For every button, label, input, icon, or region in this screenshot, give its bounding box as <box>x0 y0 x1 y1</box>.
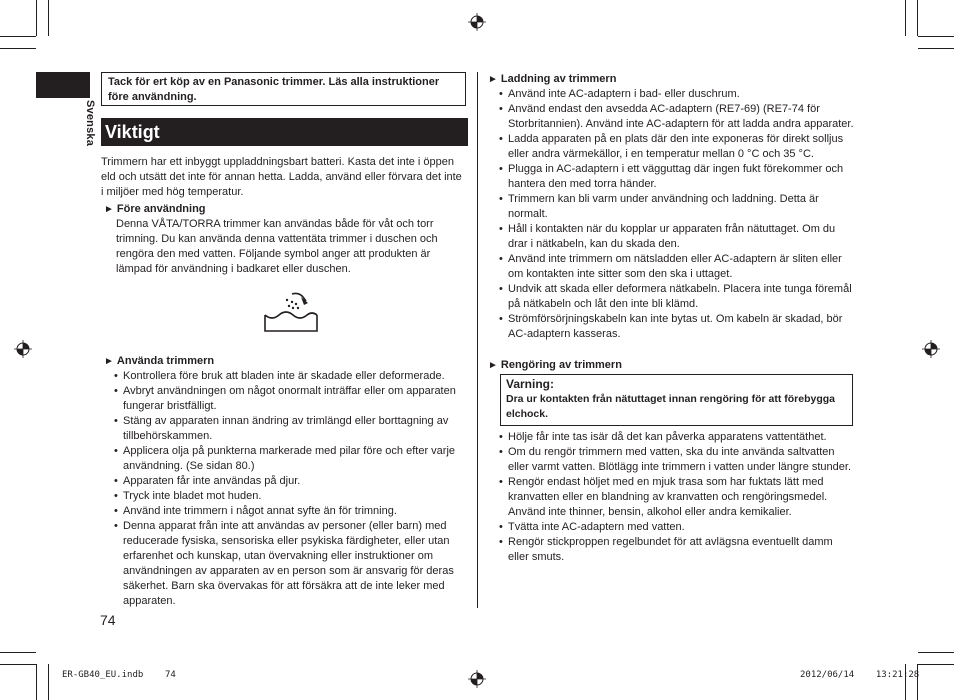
footer-file-page: 74 <box>164 670 176 680</box>
registration-mark-icon <box>922 340 940 358</box>
triangle-right-icon: ► <box>104 204 114 215</box>
list-item: • Använd inte trimmern i något annat syfte än för trimning. <box>113 504 467 519</box>
list-item: • Strömförsörjningskabeln kan inte bytas ut. Om kabeln är skadad, bör AC-adaptern kasseras. <box>498 312 854 342</box>
shower-bath-icon <box>262 291 320 335</box>
using-trimmer-heading-text: Använda trimmern <box>116 355 215 367</box>
crop-mark <box>48 0 49 36</box>
before-use-text: Denna VÅTA/TORRA trimmer kan användas både för våt och torr trimning. Du kan använda denna vattentäta trimmer i duschen och rengöra den med vatten. Följande symbol anger att produkten är lämpad för användning i badkaret eller duschen. <box>116 218 438 275</box>
crop-mark <box>0 652 36 653</box>
before-use-heading-text: Före användning <box>116 203 206 215</box>
list-item: • Håll i kontakten när du kopplar ur apparaten från nätuttaget. Om du drar i nätkabeln, kan du skada den. <box>498 222 854 252</box>
list-item: • Tvätta inte AC-adaptern med vatten. <box>498 520 854 535</box>
language-tab <box>36 72 90 98</box>
intro-notice: Tack för ert köp av en Panasonic trimmer. Läs alla instruktioner före användning. <box>101 72 466 106</box>
cleaning-heading <box>488 358 622 373</box>
registration-mark-icon <box>468 13 486 31</box>
cleaning-heading-text: Rengöring av trimmern <box>500 359 622 371</box>
section-heading: Viktigt <box>101 118 468 146</box>
column-divider <box>477 72 478 608</box>
charging-heading <box>488 72 616 87</box>
crop-mark <box>36 0 37 36</box>
warning-title: Varning: <box>506 377 555 391</box>
language-label: Svenska <box>84 100 96 147</box>
list-item: • Hölje får inte tas isär då det kan påverka apparatens vattentäthet. <box>498 430 854 445</box>
crop-mark <box>918 664 954 665</box>
warning-box <box>500 374 853 426</box>
list-item: • Använd endast den avsedda AC-adaptern (RE7-69) (RE7-74 för Storbritannien). Använd inte AC-adaptern för att ladda andra apparater. <box>498 102 854 132</box>
footer-filename: ER-GB40_EU.indb <box>62 670 144 680</box>
footer-date: 2012/06/14 <box>800 670 855 680</box>
list-item: • Om du rengör trimmern med vatten, ska du inte använda saltvatten eller varmt vatten. Blötlägg inte trimmern i vatten under längre stunder. <box>498 445 854 475</box>
list-item: • Plugga in AC-adaptern i ett vägguttag där ingen fukt förekommer och hantera den med torra händer. <box>498 162 854 192</box>
triangle-right-icon: ► <box>488 74 498 85</box>
charging-heading-text: Laddning av trimmern <box>500 73 617 85</box>
crop-mark <box>36 664 37 700</box>
registration-mark-icon <box>468 670 486 688</box>
list-item: • Undvik att skada eller deformera nätkabeln. Placera inte tunga föremål på nätkabeln och låt den inte bli klämd. <box>498 282 854 312</box>
triangle-right-icon: ► <box>488 360 498 371</box>
footer-time: 13:21:28 <box>875 670 920 680</box>
crop-mark <box>48 664 49 700</box>
triangle-right-icon: ► <box>104 356 114 367</box>
crop-mark <box>0 48 36 49</box>
list-item: • Rengör stickproppen regelbundet för att avlägsna eventuellt damm eller smuts. <box>498 535 854 565</box>
page-number: 74 <box>100 612 116 628</box>
before-use-heading <box>104 202 206 217</box>
crop-mark <box>0 664 36 665</box>
list-item: • Denna apparat från inte att användas av personer (eller barn) med reducerade fysiska, sensoriska eller psykiska färdigheter, eller utan erfarenhet och kunskap, utan övervakning eller instruktioner om användningen av apparaten av en person som är ansvarig för deras säkerhet. Barn ska övervakas för att försäkra att de inte leker med apparaten. <box>113 519 467 609</box>
list-item: • Ladda apparaten på en plats där den inte exponeras för direkt solljus eller andra värmekällor, i en temperatur mellan 0 °C och 35 °C. <box>498 132 854 162</box>
crop-mark <box>917 0 918 36</box>
battery-paragraph: Trimmern har ett inbyggt uppladdningsbart batteri. Kasta det inte i öppen eld och utsätt det inte för annan hetta. Ladda, använd eller förvara det inte i miljöer med hög temperatur. <box>101 156 462 198</box>
footer-file <box>62 670 176 680</box>
crop-mark <box>918 36 954 37</box>
crop-mark <box>918 48 954 49</box>
using-trimmer-heading <box>104 354 214 369</box>
footer-timestamp <box>800 670 919 680</box>
warning-text: Dra ur kontakten från nätuttaget innan rengöring för att förebygga elchock. <box>506 393 836 420</box>
using-trimmer-list <box>113 369 467 609</box>
list-item: • Stäng av apparaten innan ändring av trimlängd eller borttagning av tillbehörskammen. <box>113 414 467 444</box>
list-item: • Trimmern kan bli varm under användning och laddning. Detta är normalt. <box>498 192 854 222</box>
crop-mark <box>0 36 36 37</box>
crop-mark <box>905 0 906 36</box>
cleaning-list <box>498 430 854 565</box>
list-item: • Använd inte trimmern om nätsladden eller AC-adaptern är sliten eller om kontakten inte sitter som den ska i uttaget. <box>498 252 854 282</box>
list-item: • Avbryt användningen om något onormalt inträffar eller om apparaten fungerar bristfälligt. <box>113 384 467 414</box>
list-item: • Rengör endast höljet med en mjuk trasa som har fuktats lätt med kranvatten eller en blandning av kranvatten och rengöringsmedel. Använd inte thinner, bensin, alkohol eller andra kemikalier. <box>498 475 854 520</box>
list-item: • Apparaten får inte användas på djur. <box>113 474 467 489</box>
list-item: • Applicera olja på punkterna markerade med pilar före och efter varje användning. (Se sidan 80.) <box>113 444 467 474</box>
list-item: • Kontrollera före bruk att bladen inte är skadade eller deformerade. <box>113 369 467 384</box>
registration-mark-icon <box>14 340 32 358</box>
list-item: • Använd inte AC-adaptern i bad- eller duschrum. <box>498 87 854 102</box>
charging-list <box>498 87 854 342</box>
list-item: • Tryck inte bladet mot huden. <box>113 489 467 504</box>
crop-mark <box>918 652 954 653</box>
